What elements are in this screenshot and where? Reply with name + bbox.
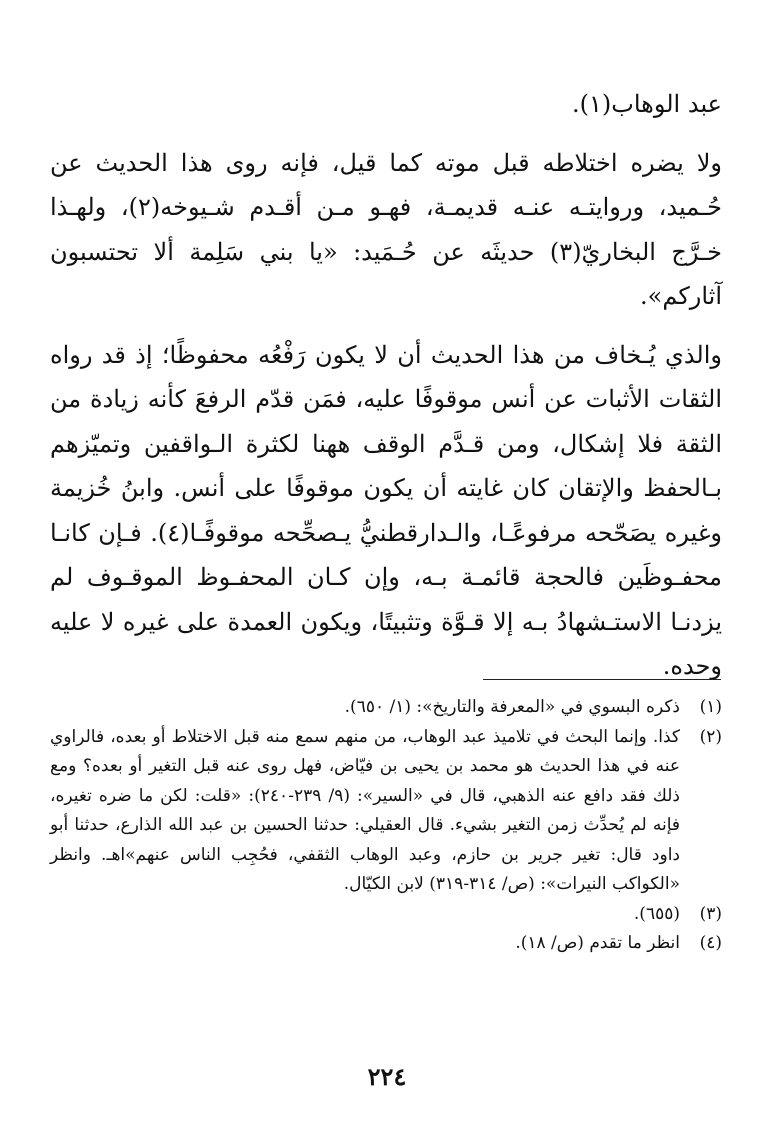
footnote-number: (٤) (699, 933, 722, 953)
footnote-3 (50, 900, 722, 930)
footnote-number: (١) (699, 697, 722, 717)
footnote-text: انظر ما تقدم (ص/ ١٨). (515, 933, 680, 953)
footnote-text: ذكره البسوي في «المعرفة والتاريخ»: (١/ ٦٥٠). (344, 697, 680, 717)
footnote-number: (٢) (699, 726, 722, 747)
page-number: ٢٢٤ (367, 1062, 407, 1091)
paragraph-1: عبد الوهاب(١). (572, 90, 722, 118)
footnote-separator (483, 679, 721, 680)
paragraph-2: ولا يضره اختلاطه قبل موته كما قيل، فإنه روى هذا الحديث عن حُـميد، وروايتـه عنـه قديمـة، فهـو مـن أقـدم شـيوخه(٢)، ولهـذا خـرَّج البخاريّ(٣) حديثَه عن حُـمَيد: «يا بني سَلِمة ألا تحتسبون آثاركم». (50, 148, 723, 310)
footnote-text: كذا. وإنما البحث في تلاميذ عبد الوهاب، من منهم سمع منه قبل الاختلاط أو بعده، فالراوي عنه في هذا الحديث هو محمد بن يحيى بن فيّاض، فهل روى عنه قبل التغير أو بعده؟ ومع ذلك فقد دافع عنه الذهبي، قال في «السير»: (٩/ ٢٣٩-٢٤٠): «قلت: لكن ما ضره تغيره، فإنه لم يُحدِّث زمن التغير بشيء. قال العقيلي: حدثنا الحسين بن عبد الله الذارع، حدثنا أبو داود قال: تغير جرير بن حازم، وعبد الوهاب الثقفي، فحُجِب الناس عنهم»اهـ. وانظر «الكواكب النيرات»: (ص/ ٣١٤-٣١٩) لابن الكيّال. (50, 726, 680, 894)
footnote-4 (50, 929, 722, 959)
main-text (50, 82, 722, 689)
footnotes (50, 693, 722, 959)
footnote-2 (50, 723, 722, 900)
footnote-1 (50, 693, 722, 723)
paragraph-3: والذي يُـخاف من هذا الحديث أن لا يكون رَفْعُه محفوظًا؛ إذ قد رواه الثقات الأثبات عن أنس موقوفًا عليه، فمَن قدّم الرفعَ كأنه زيادة من الثقة فلا إشكال، ومن قـدَّم الوقف ههنا لكثرة الـواقفين وتميّزهم بـالحفظ والإتقان كان غايته أن يكون موقوفًا على أنس. وابنُ خُزيمة وغيره يصَحّحه مرفوعًـا، والـدارقطنيُّ يـصحِّحه موقوفًـا(٤). فـإن كانـا محفـوظَين فالحجة قائمـة بـه، وإن كـان المحفـوظ الموقـوف لم يزدنـا الاستـشهادُ بـه إلا قـوَّة وتثبيتًا، ويكون العمدة على غيره لا عليه وحده. (50, 340, 723, 680)
footnote-text: (٦٥٥). (633, 903, 680, 924)
footnote-number: (٣) (699, 903, 722, 924)
